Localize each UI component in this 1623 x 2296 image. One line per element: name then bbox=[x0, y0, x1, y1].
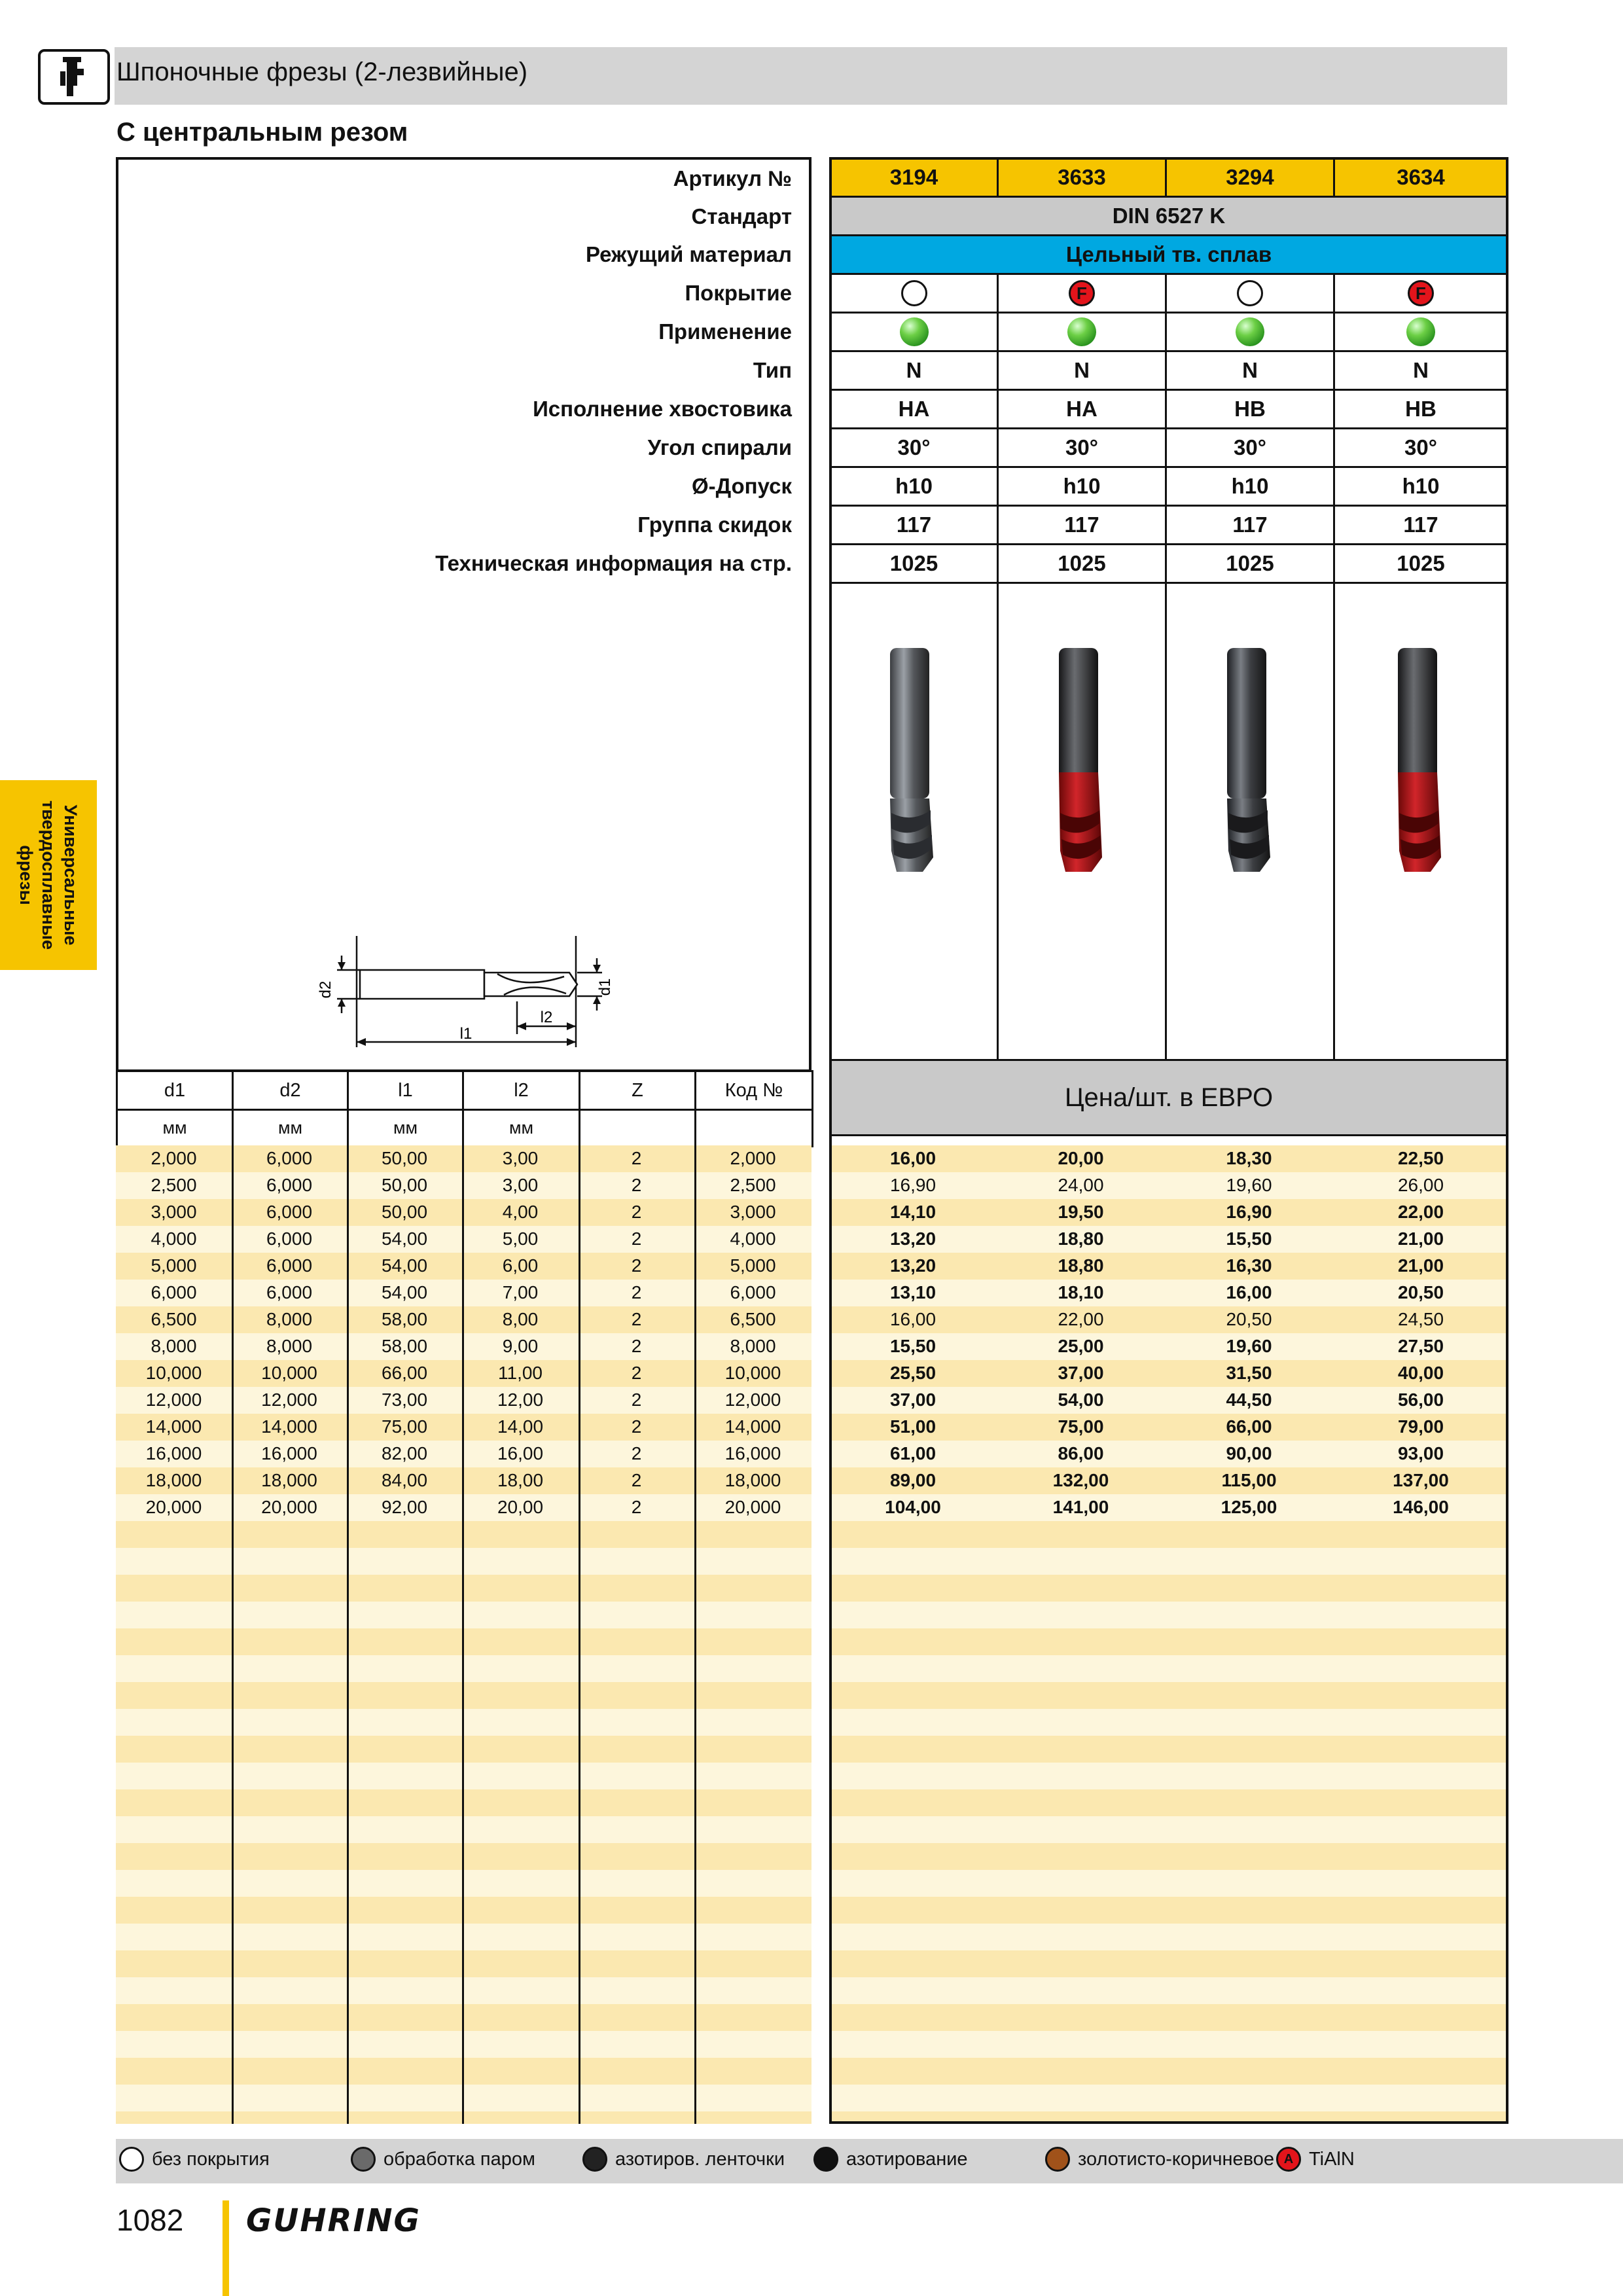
price-cell[interactable]: 25,00 bbox=[1058, 1336, 1104, 1356]
row-band bbox=[829, 1924, 1508, 1950]
page-title: Шпоночные фрезы (2-лезвийные) bbox=[116, 58, 528, 86]
legend-label: TiAlN bbox=[1309, 2148, 1355, 2170]
legend-item bbox=[582, 2147, 785, 2172]
dimension-cell: 6,500 bbox=[730, 1309, 776, 1329]
no-coating-icon bbox=[119, 2147, 144, 2172]
dimension-cell: 2 bbox=[631, 1390, 642, 1410]
row-band bbox=[829, 1602, 1508, 1628]
price-cell[interactable]: 75,00 bbox=[1058, 1416, 1104, 1437]
article-3633[interactable]: 3633 bbox=[997, 157, 1167, 198]
dimension-cell: 6,000 bbox=[266, 1255, 313, 1276]
type-cell: N bbox=[1165, 350, 1335, 391]
end-mill-image-tialn bbox=[1046, 641, 1118, 884]
side-tab[interactable] bbox=[0, 780, 97, 970]
price-cell[interactable]: 15,50 bbox=[1226, 1229, 1272, 1249]
price-cell[interactable]: 16,30 bbox=[1226, 1255, 1272, 1276]
column-divider bbox=[232, 1070, 234, 2124]
price-cell[interactable]: 115,00 bbox=[1221, 1470, 1277, 1490]
column-unit: мм bbox=[347, 1109, 464, 1147]
column-header: Z bbox=[579, 1070, 696, 1111]
dimension-cell: 2,500 bbox=[151, 1175, 197, 1195]
side-tab-label bbox=[15, 800, 82, 950]
column-unit: мм bbox=[232, 1109, 349, 1147]
side-tab-line: твердосплавные bbox=[39, 800, 58, 950]
steam-treatment-icon bbox=[351, 2147, 376, 2172]
column-divider bbox=[579, 1070, 580, 2124]
price-cell[interactable]: 26,00 bbox=[1397, 1175, 1444, 1195]
price-cell[interactable]: 13,20 bbox=[889, 1255, 936, 1276]
price-cell[interactable]: 20,00 bbox=[1058, 1148, 1104, 1168]
dimension-cell: 75,00 bbox=[381, 1416, 428, 1437]
row-band bbox=[829, 1789, 1508, 1816]
legend-item bbox=[351, 2147, 535, 2172]
label-shank: Исполнение хвостовика bbox=[533, 397, 792, 421]
legend-label: без покрытия bbox=[152, 2148, 270, 2170]
price-cell[interactable]: 89,00 bbox=[889, 1470, 936, 1490]
discount-cell: 117 bbox=[829, 505, 999, 545]
row-band bbox=[829, 1897, 1508, 1924]
row-band bbox=[829, 1950, 1508, 1977]
column-header: Код № bbox=[694, 1070, 813, 1111]
price-cell[interactable]: 61,00 bbox=[889, 1443, 936, 1463]
shank-cell: HA bbox=[997, 389, 1167, 429]
row-band bbox=[829, 1521, 1508, 1548]
coating-cell bbox=[829, 273, 999, 314]
row-band bbox=[829, 2058, 1508, 2085]
row-band bbox=[829, 1655, 1508, 1682]
diagram-label-l2: l2 bbox=[540, 1009, 553, 1026]
dimension-cell: 14,000 bbox=[261, 1416, 317, 1437]
dimension-cell: 3,000 bbox=[151, 1202, 197, 1222]
dimension-cell: 84,00 bbox=[381, 1470, 428, 1490]
price-cell[interactable]: 18,30 bbox=[1226, 1148, 1272, 1168]
footer-divider bbox=[223, 2200, 229, 2296]
column-divider bbox=[997, 582, 999, 1061]
legend-label: обработка паром bbox=[383, 2148, 535, 2170]
price-cell[interactable]: 90,00 bbox=[1226, 1443, 1272, 1463]
row-band bbox=[829, 1816, 1508, 1843]
helix-cell: 30° bbox=[829, 427, 999, 468]
dimension-cell: 2,000 bbox=[151, 1148, 197, 1168]
dimension-cell: 66,00 bbox=[381, 1363, 428, 1383]
price-cell[interactable]: 13,20 bbox=[889, 1229, 936, 1249]
no-coating-icon bbox=[1237, 280, 1263, 306]
column-unit: мм bbox=[462, 1109, 580, 1147]
dimension-cell: 2 bbox=[631, 1282, 642, 1302]
gold-brown-icon bbox=[1045, 2147, 1070, 2172]
price-cell[interactable]: 44,50 bbox=[1226, 1390, 1272, 1410]
application-cell bbox=[1165, 312, 1335, 352]
legend-item bbox=[119, 2147, 270, 2172]
article-3194[interactable]: 3194 bbox=[829, 157, 999, 198]
column-header: l2 bbox=[462, 1070, 580, 1111]
row-band bbox=[829, 2004, 1508, 2031]
dimension-cell: 58,00 bbox=[381, 1309, 428, 1329]
tech-page-link[interactable]: 1025 bbox=[829, 543, 999, 584]
price-cell[interactable]: 79,00 bbox=[1397, 1416, 1444, 1437]
price-cell[interactable]: 24,00 bbox=[1058, 1175, 1104, 1195]
price-cell[interactable]: 31,50 bbox=[1226, 1363, 1272, 1383]
price-cell[interactable]: 22,00 bbox=[1397, 1202, 1444, 1222]
dimension-cell: 58,00 bbox=[381, 1336, 428, 1356]
diagram-label-d1: d1 bbox=[596, 978, 614, 996]
dimension-cell: 14,00 bbox=[497, 1416, 544, 1437]
dimension-cell: 10,000 bbox=[145, 1363, 202, 1383]
dimension-cell: 4,000 bbox=[730, 1229, 776, 1249]
type-cell: N bbox=[829, 350, 999, 391]
column-divider bbox=[347, 1070, 349, 2124]
diagram-label-l1: l1 bbox=[459, 1025, 473, 1043]
coating-cell bbox=[1165, 273, 1335, 314]
application-cell bbox=[829, 312, 999, 352]
dimension-cell: 2 bbox=[631, 1175, 642, 1195]
dimension-cell: 2,000 bbox=[730, 1148, 776, 1168]
price-cell[interactable]: 16,00 bbox=[889, 1309, 936, 1329]
price-cell[interactable]: 19,60 bbox=[1226, 1175, 1272, 1195]
dimension-cell: 8,000 bbox=[151, 1336, 197, 1356]
dimension-cell: 6,000 bbox=[266, 1202, 313, 1222]
price-cell[interactable]: 24,50 bbox=[1397, 1309, 1444, 1329]
standard-cell: DIN 6527 K bbox=[829, 196, 1508, 236]
dimension-cell: 54,00 bbox=[381, 1255, 428, 1276]
price-cell[interactable]: 125,00 bbox=[1221, 1497, 1277, 1517]
price-cell[interactable]: 51,00 bbox=[889, 1416, 936, 1437]
guhring-logo-icon bbox=[41, 52, 107, 102]
dimension-cell: 6,000 bbox=[730, 1282, 776, 1302]
dimension-cell: 2 bbox=[631, 1416, 642, 1437]
dimension-cell: 2 bbox=[631, 1229, 642, 1249]
helix-cell: 30° bbox=[1165, 427, 1335, 468]
price-cell[interactable]: 141,00 bbox=[1052, 1497, 1109, 1517]
label-tolerance: Ø-Допуск bbox=[691, 474, 792, 498]
label-discount: Группа скидок bbox=[637, 512, 792, 537]
row-band bbox=[829, 2085, 1508, 2111]
dimension-cell: 82,00 bbox=[381, 1443, 428, 1463]
dimension-cell: 2 bbox=[631, 1202, 642, 1222]
column-divider bbox=[1333, 582, 1335, 1061]
column-header: d1 bbox=[116, 1070, 234, 1111]
dimension-cell: 7,00 bbox=[502, 1282, 539, 1302]
price-cell[interactable]: 104,00 bbox=[885, 1497, 941, 1517]
dimension-cell: 5,00 bbox=[502, 1229, 539, 1249]
price-cell[interactable]: 18,10 bbox=[1058, 1282, 1104, 1302]
dimension-cell: 20,000 bbox=[724, 1497, 781, 1517]
tolerance-cell: h10 bbox=[997, 466, 1167, 507]
label-application: Применение bbox=[658, 319, 792, 344]
tolerance-cell: h10 bbox=[829, 466, 999, 507]
label-article: Артикул № bbox=[673, 166, 792, 190]
row-band bbox=[829, 1709, 1508, 1736]
tialn-icon: F bbox=[1069, 280, 1095, 306]
price-cell[interactable]: 146,00 bbox=[1393, 1497, 1449, 1517]
price-cell[interactable]: 16,00 bbox=[889, 1148, 936, 1168]
price-cell[interactable]: 21,00 bbox=[1397, 1229, 1444, 1249]
row-band bbox=[829, 1843, 1508, 1870]
dimension-cell: 3,000 bbox=[730, 1202, 776, 1222]
helix-cell: 30° bbox=[997, 427, 1167, 468]
column-divider bbox=[462, 1070, 464, 2124]
end-mill-image-uncoated bbox=[877, 641, 949, 884]
dimension-cell: 2 bbox=[631, 1309, 642, 1329]
dimension-cell: 3,00 bbox=[502, 1148, 539, 1168]
dimension-cell: 20,000 bbox=[145, 1497, 202, 1517]
dimension-cell: 2 bbox=[631, 1443, 642, 1463]
no-coating-icon bbox=[901, 280, 927, 306]
dimension-cell: 18,000 bbox=[261, 1470, 317, 1490]
column-unit bbox=[694, 1109, 813, 1147]
price-cell[interactable]: 137,00 bbox=[1393, 1470, 1449, 1490]
legend-item bbox=[1276, 2147, 1355, 2172]
dimension-cell: 6,000 bbox=[151, 1282, 197, 1302]
dimension-cell: 6,00 bbox=[502, 1255, 539, 1276]
dimension-cell: 10,000 bbox=[261, 1363, 317, 1383]
column-unit: мм bbox=[116, 1109, 234, 1147]
helix-cell: 30° bbox=[1333, 427, 1508, 468]
dimension-cell: 50,00 bbox=[381, 1175, 428, 1195]
discount-cell: 117 bbox=[1165, 505, 1335, 545]
material-cell: Цельный тв. сплав bbox=[829, 234, 1508, 275]
dimension-cell: 18,000 bbox=[145, 1470, 202, 1490]
dimension-cell: 6,000 bbox=[266, 1229, 313, 1249]
dimension-cell: 4,000 bbox=[151, 1229, 197, 1249]
dimension-cell: 2,500 bbox=[730, 1175, 776, 1195]
price-cell[interactable]: 56,00 bbox=[1397, 1390, 1444, 1410]
dimension-cell: 20,000 bbox=[261, 1497, 317, 1517]
tolerance-cell: h10 bbox=[1165, 466, 1335, 507]
dimension-cell: 12,000 bbox=[261, 1390, 317, 1410]
price-cell[interactable]: 25,50 bbox=[889, 1363, 936, 1383]
tech-page-link[interactable]: 1025 bbox=[1333, 543, 1508, 584]
price-cell[interactable]: 21,00 bbox=[1397, 1255, 1444, 1276]
price-cell[interactable]: 13,10 bbox=[889, 1282, 936, 1302]
row-band bbox=[829, 2111, 1508, 2124]
discount-cell: 117 bbox=[1333, 505, 1508, 545]
dimension-cell: 12,00 bbox=[497, 1390, 544, 1410]
dimension-cell: 18,000 bbox=[724, 1470, 781, 1490]
dimension-cell: 6,500 bbox=[151, 1309, 197, 1329]
dimension-cell: 16,000 bbox=[261, 1443, 317, 1463]
column-unit bbox=[579, 1109, 696, 1147]
dimension-cell: 5,000 bbox=[151, 1255, 197, 1276]
dimension-cell: 6,000 bbox=[266, 1148, 313, 1168]
nitrided-icon bbox=[813, 2147, 838, 2172]
shank-cell: HB bbox=[1333, 389, 1508, 429]
dimension-cell: 5,000 bbox=[730, 1255, 776, 1276]
dimension-cell: 2 bbox=[631, 1148, 642, 1168]
column-header: l1 bbox=[347, 1070, 464, 1111]
type-cell: N bbox=[1333, 350, 1508, 391]
dimension-cell: 2 bbox=[631, 1497, 642, 1517]
price-header: Цена/шт. в ЕВРО bbox=[829, 1059, 1508, 1136]
label-type: Тип bbox=[753, 358, 792, 382]
dimension-cell: 2 bbox=[631, 1336, 642, 1356]
dimension-cell: 9,00 bbox=[502, 1336, 539, 1356]
price-cell[interactable]: 86,00 bbox=[1058, 1443, 1104, 1463]
legend-label: азотирование bbox=[846, 2148, 968, 2170]
dimension-cell: 11,00 bbox=[498, 1363, 543, 1383]
legend-label: азотиров. ленточки bbox=[615, 2148, 785, 2170]
coating-cell bbox=[1333, 273, 1508, 314]
dimension-cell: 73,00 bbox=[381, 1390, 428, 1410]
label-coating: Покрытие bbox=[685, 281, 792, 305]
row-band bbox=[829, 1682, 1508, 1709]
price-cell[interactable]: 40,00 bbox=[1397, 1363, 1444, 1383]
price-cell[interactable]: 27,50 bbox=[1397, 1336, 1444, 1356]
price-cell[interactable]: 18,80 bbox=[1058, 1255, 1104, 1276]
coating-cell bbox=[997, 273, 1167, 314]
dimension-cell: 54,00 bbox=[381, 1282, 428, 1302]
dimension-cell: 54,00 bbox=[381, 1229, 428, 1249]
page-number: 1082 bbox=[116, 2203, 184, 2237]
page-subtitle: С центральным резом bbox=[116, 118, 408, 147]
price-cell[interactable]: 93,00 bbox=[1397, 1443, 1444, 1463]
discount-cell: 117 bbox=[997, 505, 1167, 545]
legend-label: золотисто-коричневое bbox=[1078, 2148, 1274, 2170]
legend-item bbox=[1045, 2147, 1274, 2172]
shank-cell: HA bbox=[829, 389, 999, 429]
row-band bbox=[829, 1870, 1508, 1897]
price-cell[interactable]: 22,50 bbox=[1397, 1148, 1444, 1168]
price-cell[interactable]: 37,00 bbox=[889, 1390, 936, 1410]
price-cell[interactable]: 20,50 bbox=[1226, 1309, 1272, 1329]
price-cell[interactable]: 37,00 bbox=[1058, 1363, 1104, 1383]
dimension-cell: 14,000 bbox=[724, 1416, 781, 1437]
dimension-cell: 50,00 bbox=[381, 1148, 428, 1168]
dimension-cell: 12,000 bbox=[724, 1390, 781, 1410]
price-cell[interactable]: 14,10 bbox=[889, 1202, 936, 1222]
row-band bbox=[829, 2031, 1508, 2058]
column-divider bbox=[1165, 582, 1167, 1061]
legend-item bbox=[813, 2147, 968, 2172]
column-divider bbox=[694, 1070, 696, 2124]
logo bbox=[38, 49, 110, 105]
price-cell[interactable]: 16,90 bbox=[889, 1175, 936, 1195]
dimension-cell: 8,000 bbox=[266, 1309, 313, 1329]
row-band bbox=[829, 1548, 1508, 1575]
price-cell[interactable]: 18,80 bbox=[1058, 1229, 1104, 1249]
dimension-cell: 92,00 bbox=[381, 1497, 428, 1517]
dimension-cell: 16,000 bbox=[145, 1443, 202, 1463]
tialn-icon: A bbox=[1276, 2147, 1301, 2172]
dimension-cell: 8,00 bbox=[502, 1309, 539, 1329]
green-ball-icon bbox=[1236, 317, 1264, 346]
price-cell[interactable]: 54,00 bbox=[1058, 1390, 1104, 1410]
price-cell[interactable]: 16,90 bbox=[1226, 1202, 1272, 1222]
dimension-cell: 14,000 bbox=[145, 1416, 202, 1437]
dimension-cell: 12,000 bbox=[145, 1390, 202, 1410]
label-standard: Стандарт bbox=[691, 204, 792, 228]
type-cell: N bbox=[997, 350, 1167, 391]
dimension-cell: 20,00 bbox=[497, 1497, 544, 1517]
tialn-icon: F bbox=[1408, 280, 1434, 306]
tech-page-link[interactable]: 1025 bbox=[1165, 543, 1335, 584]
green-ball-icon bbox=[1067, 317, 1096, 346]
price-cell[interactable]: 132,00 bbox=[1052, 1470, 1109, 1490]
price-cell[interactable]: 19,60 bbox=[1226, 1336, 1272, 1356]
application-cell bbox=[1333, 312, 1508, 352]
dimension-cell: 10,000 bbox=[724, 1363, 781, 1383]
row-band bbox=[829, 1628, 1508, 1655]
tolerance-cell: h10 bbox=[1333, 466, 1508, 507]
dimension-cell: 50,00 bbox=[381, 1202, 428, 1222]
row-band bbox=[829, 1736, 1508, 1763]
dimension-cell: 16,00 bbox=[497, 1443, 544, 1463]
article-3634[interactable]: 3634 bbox=[1333, 157, 1508, 198]
price-cell[interactable]: 16,00 bbox=[1226, 1282, 1272, 1302]
dimension-cell: 2 bbox=[631, 1363, 642, 1383]
label-tech-page: Техническая информация на стр. bbox=[435, 551, 792, 575]
dimension-cell: 8,000 bbox=[266, 1336, 313, 1356]
row-band bbox=[829, 1977, 1508, 2004]
price-cell[interactable]: 19,50 bbox=[1058, 1202, 1104, 1222]
diagram-label-d2: d2 bbox=[317, 980, 334, 999]
label-helix: Угол спирали bbox=[647, 435, 792, 459]
dimension-cell: 3,00 bbox=[502, 1175, 539, 1195]
dimension-cell: 18,00 bbox=[497, 1470, 544, 1490]
article-3294[interactable]: 3294 bbox=[1165, 157, 1335, 198]
price-cell[interactable]: 15,50 bbox=[889, 1336, 936, 1356]
tech-page-link[interactable]: 1025 bbox=[997, 543, 1167, 584]
application-cell bbox=[997, 312, 1167, 352]
price-cell[interactable]: 66,00 bbox=[1226, 1416, 1272, 1437]
end-mill-diagram bbox=[308, 929, 622, 1060]
price-cell[interactable]: 22,00 bbox=[1058, 1309, 1104, 1329]
brand-logo: GUHRING bbox=[246, 2202, 421, 2239]
end-mill-image-tialn bbox=[1385, 641, 1457, 884]
side-tab-line: Универсальные bbox=[61, 804, 80, 946]
dimension-cell: 2 bbox=[631, 1470, 642, 1490]
green-ball-icon bbox=[900, 317, 929, 346]
nitrided-strip-icon bbox=[582, 2147, 607, 2172]
green-ball-icon bbox=[1406, 317, 1435, 346]
dimension-cell: 16,000 bbox=[724, 1443, 781, 1463]
dimension-cell: 4,00 bbox=[502, 1202, 539, 1222]
end-mill-image-uncoated bbox=[1214, 641, 1286, 884]
dimension-cell: 2 bbox=[631, 1255, 642, 1276]
row-band bbox=[829, 1575, 1508, 1602]
side-tab-line: фрезы bbox=[16, 845, 36, 905]
label-material: Режущий материал bbox=[585, 242, 792, 266]
row-band bbox=[829, 1763, 1508, 1789]
dimension-cell: 8,000 bbox=[730, 1336, 776, 1356]
dimension-cell: 6,000 bbox=[266, 1175, 313, 1195]
dimension-cell: 6,000 bbox=[266, 1282, 313, 1302]
column-header: d2 bbox=[232, 1070, 349, 1111]
price-cell[interactable]: 20,50 bbox=[1397, 1282, 1444, 1302]
shank-cell: HB bbox=[1165, 389, 1335, 429]
